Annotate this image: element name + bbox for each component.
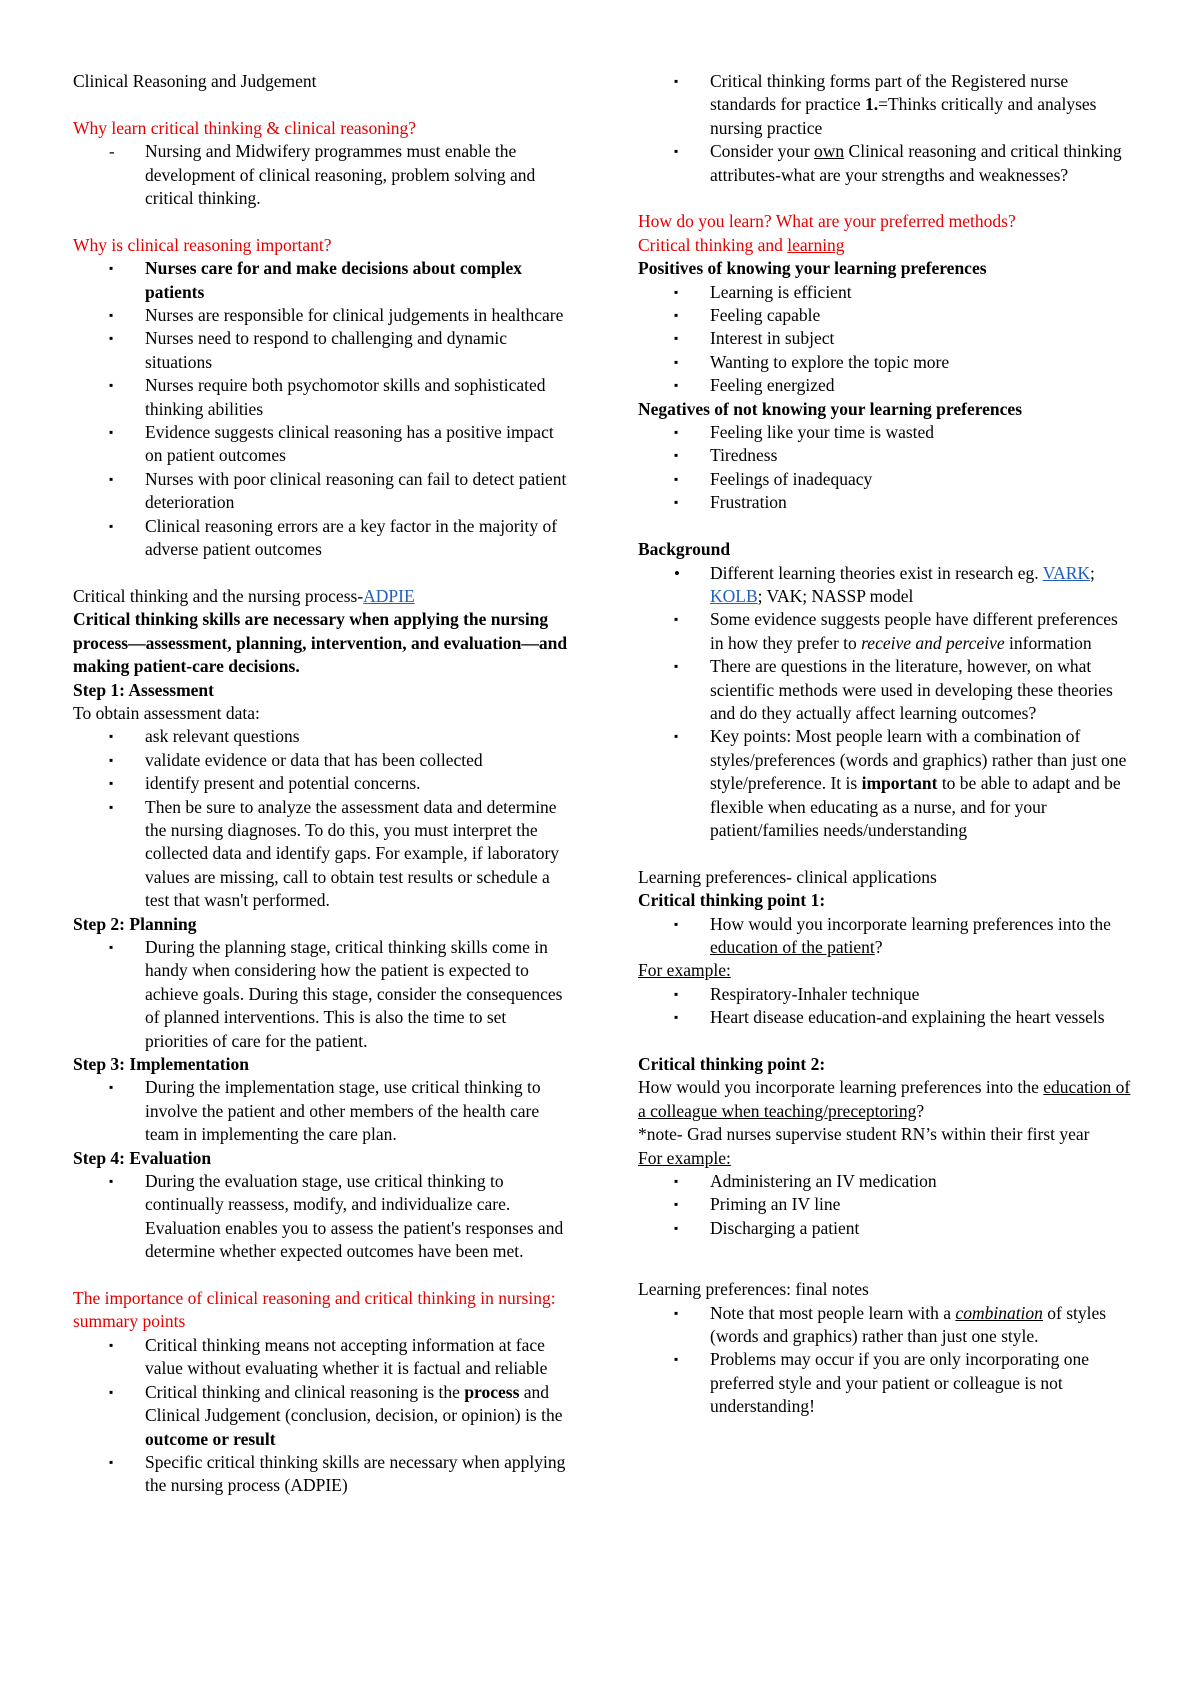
step1-list — [73, 725, 573, 912]
list-item: ▪ Clinical reasoning errors are a key factor in the majority of adverse patient outcomes — [109, 515, 558, 560]
standards-list — [638, 70, 1133, 187]
final-notes-heading: Learning preferences: final notes — [638, 1279, 869, 1300]
list-item: ▪ Critical thinking forms part of the Registered nurse standards for practice 1.=Thinks critically and analyses nursing practice — [674, 71, 1097, 138]
why-important-list — [73, 257, 573, 561]
list-item: ▪ During the planning stage, critical thinking skills come in handy when considering how the patient is expected to achieve goals. During this stage, consider the consequences of planned interventions. This is also the time to set priorities of care for the patient. — [109, 936, 563, 1051]
bullet-marker: ▪ — [674, 74, 679, 88]
list-item: ▪ How would you incorporate learning preferences into the education of the patient? — [674, 913, 1111, 957]
list-item: ▪ Nurses with poor clinical reasoning can fail to detect patient deterioration — [109, 468, 567, 513]
list-item: ▪ Evidence suggests clinical reasoning has a positive impact on patient outcomes — [109, 422, 554, 466]
list-item: ▪ Administering an IV medication — [638, 1170, 1133, 1193]
adpie-link[interactable]: ADPIE — [363, 585, 415, 606]
bullet-marker: ▪ — [109, 425, 114, 440]
list-item: ▪ Feeling capable — [638, 304, 1133, 327]
ctp1-heading: Critical thinking point 1: — [638, 890, 826, 911]
list-item: - Nursing and Midwifery programmes must enable the development of clinical reasoning, problem solving and critical thinking. — [109, 141, 536, 209]
list-item: ▪ Nurses need to respond to challenging and dynamic situations — [109, 328, 508, 372]
bullet-marker: ▪ — [674, 1352, 679, 1367]
list-item: ▪ Wanting to explore the topic more — [638, 351, 1133, 374]
ctp2-text: How would you incorporate learning preferences into the education of a colleague when teaching/preceptoring? — [638, 1077, 1131, 1121]
list-item: ▪ Nurses care for and make decisions about complex patients — [109, 258, 523, 302]
ctp2-note: *note- Grad nurses supervise student RN’s within their first year — [638, 1124, 1090, 1145]
list-item: ▪ There are questions in the literature, however, on what scientific methods were used in developing these theories and do they actually affect learning outcomes? — [674, 656, 1113, 723]
bullet-marker: ▪ — [109, 1454, 114, 1469]
ctp2-heading: Critical thinking point 2: — [638, 1054, 826, 1074]
right-column — [638, 70, 1133, 1419]
bullet-marker: ▪ — [674, 1010, 679, 1025]
negatives-heading: Negatives of not knowing your learning preferences — [638, 398, 1023, 419]
step1-heading: Step 1: Assessment — [73, 679, 214, 700]
step1-intro: To obtain assessment data: — [73, 702, 260, 723]
bullet-marker: ▪ — [109, 378, 114, 393]
list-item: ▪ Problems may occur if you are only incorporating one preferred style and your patient or colleague is not understanding! — [674, 1349, 1090, 1417]
list-item: ▪ Interest in subject — [638, 327, 1133, 350]
how-learn-heading: How do you learn? What are your preferred methods? — [638, 211, 1016, 232]
step4-list — [73, 1170, 573, 1264]
list-item: ▪ Respiratory-Inhaler technique — [638, 983, 1133, 1006]
why-important-heading: Why is clinical reasoning important? — [73, 234, 332, 255]
ctp1-list — [638, 913, 1133, 960]
summary-heading: The importance of clinical reasoning and critical thinking in nursing: summary points — [73, 1288, 556, 1332]
bullet-marker: ▪ — [674, 986, 679, 1001]
list-item: ▪ Consider your own Clinical reasoning and critical thinking attributes-what are your strengths and weaknesses? — [674, 141, 1122, 185]
list-item: ▪ Feeling like your time is wasted — [638, 421, 1133, 444]
ct-learning-heading: Critical thinking and learning — [638, 234, 845, 255]
bullet-marker: ▪ — [109, 331, 114, 346]
list-item: ▪ ask relevant questions — [73, 725, 573, 748]
bullet-marker: ▪ — [109, 799, 114, 814]
list-item: • Different learning theories exist in research eg. VARK; KOLB; VAK; NASSP model — [674, 562, 1095, 606]
why-learn-list — [73, 140, 573, 210]
bullet-marker: ▪ — [674, 378, 679, 393]
bullet-marker: ▪ — [674, 729, 679, 744]
bullet-marker: ▪ — [674, 425, 679, 440]
list-item: ▪ Critical thinking and clinical reasoning is the process and Clinical Judgement (conclusion, decision, or opinion) is the outcome or result — [109, 1381, 563, 1449]
clinical-apps-heading: Learning preferences- clinical applications — [638, 866, 937, 887]
bullet-marker: • — [674, 563, 680, 583]
ctp2-for-example: For example: — [638, 1147, 731, 1168]
bullet-marker: ▪ — [109, 518, 114, 533]
list-item: ▪ Then be sure to analyze the assessment data and determine the nursing diagnoses. To do this, you must interpret the collected data and identify gaps. For example, if laboratory values are missing, call to obtain test results or schedule a test that wasn't performed. — [109, 796, 560, 911]
bullet-marker: ▪ — [674, 612, 679, 627]
step3-heading: Step 3: Implementation — [73, 1054, 249, 1075]
bullet-marker: ▪ — [674, 916, 679, 931]
bullet-marker: ▪ — [674, 331, 679, 346]
list-item: ▪ Nurses require both psychomotor skills and sophisticated thinking abilities — [109, 375, 546, 419]
adpie-heading: Critical thinking and the nursing process-ADPIE — [73, 585, 415, 606]
bullet-marker: ▪ — [109, 939, 114, 954]
bullet-marker: ▪ — [109, 752, 114, 767]
bullet-marker: ▪ — [674, 1197, 679, 1212]
bullet-marker: ▪ — [109, 776, 114, 791]
list-item: ▪ Note that most people learn with a combination of styles (words and graphics) rather than just one style. — [674, 1302, 1107, 1347]
bullet-marker: ▪ — [109, 729, 114, 744]
step2-heading: Step 2: Planning — [73, 913, 197, 934]
list-item: ▪ Heart disease education-and explaining the heart vessels — [638, 1006, 1133, 1029]
list-item: ▪ identify present and potential concerns. — [73, 772, 573, 795]
list-item: ▪ Priming an IV line — [638, 1193, 1133, 1216]
bullet-marker: ▪ — [109, 308, 114, 323]
summary-list — [73, 1334, 573, 1498]
list-item: ▪ Some evidence suggests people have different preferences in how they prefer to receive and perceive information — [674, 609, 1118, 653]
final-notes-list — [638, 1302, 1133, 1419]
step3-list — [73, 1076, 573, 1146]
bullet-marker: ▪ — [109, 1337, 114, 1352]
list-item: ▪ Feeling energized — [638, 374, 1133, 397]
why-learn-heading: Why learn critical thinking & clinical reasoning? — [73, 117, 417, 138]
negatives-list — [638, 421, 1133, 515]
list-item: ▪ Feelings of inadequacy — [638, 468, 1133, 491]
positives-list — [638, 281, 1133, 398]
dash-marker: - — [109, 142, 115, 162]
list-item: ▪ Critical thinking means not accepting information at face value without evaluating whether it is factual and reliable — [109, 1334, 548, 1379]
bullet-marker: ▪ — [109, 1080, 114, 1095]
bullet-marker: ▪ — [109, 1384, 114, 1399]
positives-heading: Positives of knowing your learning preferences — [638, 258, 987, 279]
bullet-marker: ▪ — [674, 495, 679, 510]
bullet-marker: ▪ — [674, 284, 679, 299]
bullet-marker: ▪ — [109, 261, 114, 276]
list-item: ▪ validate evidence or data that has been collected — [73, 749, 573, 772]
list-item: ▪ During the evaluation stage, use critical thinking to continually reassess, modify, and individualize care. Evaluation enables you to assess the patient's responses and determine whether expected outcomes have been met. — [109, 1171, 564, 1262]
bullet-marker: ▪ — [109, 1174, 114, 1189]
step2-list — [73, 936, 573, 1053]
step4-heading: Step 4: Evaluation — [73, 1147, 212, 1168]
document-title: Clinical Reasoning and Judgement — [73, 71, 317, 91]
adpie-intro: Critical thinking skills are necessary when applying the nursing process—assessment, planning, intervention, and evaluation—and making patient-care decisions. — [73, 609, 568, 677]
bullet-marker: ▪ — [674, 659, 679, 674]
bullet-marker: ▪ — [674, 1220, 679, 1235]
vark-link[interactable]: VARK — [1042, 562, 1091, 583]
list-item: ▪ Frustration — [638, 491, 1133, 514]
list-item: ▪ During the implementation stage, use critical thinking to involve the patient and other members of the health care team in implementing the care plan. — [109, 1077, 541, 1145]
bullet-marker: ▪ — [674, 354, 679, 369]
left-column — [73, 70, 573, 1498]
bullet-marker: ▪ — [674, 144, 679, 159]
bullet-marker: ▪ — [109, 471, 114, 486]
list-item: ▪ Discharging a patient — [638, 1217, 1133, 1240]
list-item: ▪ Key points: Most people learn with a combination of styles/preferences (words and graphics) rather than just one style/preference. It is important to be able to adapt and be flexible when educating as a nurse, and for your patient/families needs/understanding — [674, 726, 1127, 840]
bullet-marker: ▪ — [674, 1305, 679, 1320]
kolb-link[interactable]: KOLB — [710, 585, 758, 606]
bullet-marker: ▪ — [674, 308, 679, 323]
bullet-marker: ▪ — [674, 471, 679, 486]
background-heading: Background — [638, 539, 731, 560]
list-item: ▪ Nurses are responsible for clinical judgements in healthcare — [73, 304, 573, 327]
ctp1-for-example: For example: — [638, 960, 731, 981]
bullet-marker: ▪ — [674, 448, 679, 463]
background-list — [638, 562, 1133, 843]
bullet-marker: ▪ — [674, 1174, 679, 1189]
ctp2-examples — [638, 1170, 1133, 1240]
list-item: ▪ Learning is efficient — [638, 281, 1133, 304]
list-item: ▪ Specific critical thinking skills are necessary when applying the nursing process (ADPIE) — [109, 1451, 566, 1496]
ctp1-examples — [638, 983, 1133, 1030]
list-item: ▪ Tiredness — [638, 444, 1133, 467]
